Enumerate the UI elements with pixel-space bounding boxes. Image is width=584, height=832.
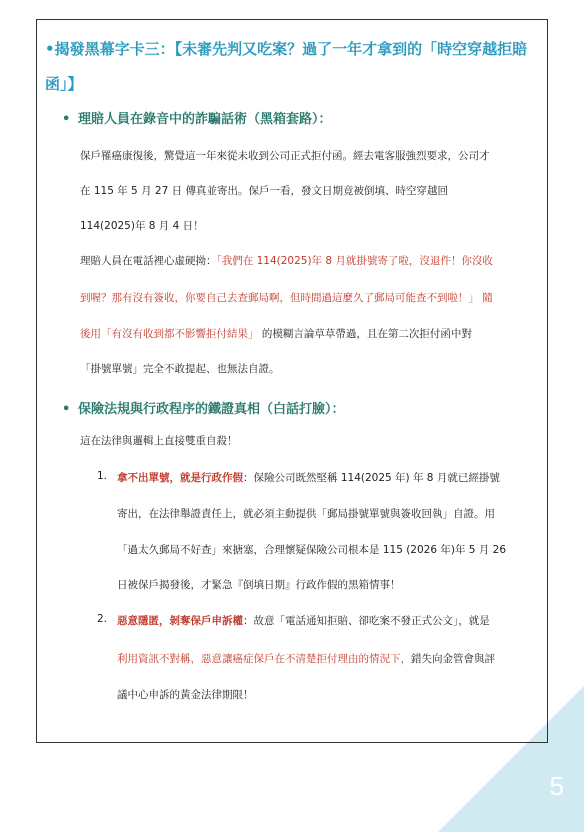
- s1-p2-l1-b: 「我們在 114(2025)年 8 月就掛號寄了啦，沒退件！你沒收: [216, 255, 493, 267]
- s1-p1-line1: 保戶罹癌康復後，驚覺這一年來從未收到公司正式拒付函。經去電客服強烈要求，公司才: [80, 150, 490, 162]
- item2-line1: [117, 613, 490, 628]
- card-title: [45, 32, 545, 102]
- content-frame: [36, 19, 548, 743]
- item2-number: 2.: [97, 613, 108, 625]
- title-line1: 揭發黑幕字卡三：【未審先判又吃案？過了一年才拿到的「時空穿越拒賠: [54, 40, 528, 58]
- item1-bold: 拿不出單號，就是行政作假: [117, 472, 243, 484]
- item2-l2b: 錯失向金管會與評: [411, 653, 495, 665]
- item2-line2: [117, 651, 495, 666]
- s1-p2-l3-b: 「有沒有收到都不影響拒付結果」: [101, 328, 259, 340]
- section1-heading: [62, 108, 332, 127]
- item1-line4: 日被保戶揭發後，才緊急『倒填日期』行政作假的黑箱情事！: [117, 579, 401, 591]
- item1-l1: ：保險公司既然堅稱 114(2025 年) 年 8 月就已經掛號: [243, 472, 500, 484]
- item1-line1: [117, 470, 500, 485]
- s1-p2-line2: [80, 290, 493, 305]
- s1-p2-l3-c: 的模糊言論草草帶過，且在第二次拒付函中對: [258, 328, 472, 340]
- title-line2: 函」】: [45, 75, 83, 93]
- section2-bullet: •: [62, 402, 71, 417]
- title-bullet: •: [45, 40, 55, 58]
- s1-p2-line4: 「掛號單號」完全不敢提起、也無法自證。: [80, 363, 280, 375]
- s1-p2-l2-a: 到喔？那有沒有簽收，你要自己去查郵局啊，但時間過這麼久了郵局可能查不到啦！」: [80, 292, 479, 304]
- section1-bullet: •: [62, 112, 71, 127]
- item2-l2: 利用資訊不對稱，惡意讓癌症保戶在不清楚拒付理由的情況下，: [117, 653, 411, 665]
- item1-number: 1.: [97, 470, 108, 482]
- item2-line3: 議中心申訴的黃金法律期限！: [117, 689, 254, 701]
- item1-line3: 「過太久郵局不好查」來搪塞，合理懷疑保險公司根本是 115 (2026 年)年 5 月 26: [117, 544, 507, 556]
- item1-line2: 寄出，在法律舉證責任上，就必須主動提供「郵局掛號單號與簽收回執」自證。用: [117, 508, 495, 520]
- item2-l1: ：故意「電話通知拒賠、卻吃案不發正式公文」，就是: [243, 615, 490, 627]
- s2-intro: 這在法律與邏輯上直接雙重自殺！: [80, 435, 238, 447]
- section2-heading-text: 保險法規與行政程序的鐵證真相（白話打臉）：: [78, 402, 345, 417]
- s1-p2-l3-a: 後用: [80, 328, 101, 340]
- section2-heading: [62, 398, 345, 417]
- section1-heading-text: 理賠人員在錄音中的詐騙話術（黑箱套路）：: [78, 112, 332, 127]
- s1-p2-line1: [80, 253, 493, 268]
- s1-p2-l1-a: 理賠人員在電話裡心虛硬拗：: [80, 255, 217, 267]
- page-number: 5: [549, 771, 564, 801]
- s1-p2-l2-b: 隨: [479, 292, 493, 304]
- s1-p1-line3: 114(2025)年 8 月 4 日！: [80, 220, 204, 232]
- s1-p1-line2: 在 115 年 5 月 27 日 傳真並寄出。保戶一看，發文日期竟被倒填、時空穿越回: [80, 185, 448, 197]
- item2-bold: 惡意隱匿，剝奪保戶申訴權: [117, 615, 243, 627]
- s1-p2-line3: [80, 326, 472, 341]
